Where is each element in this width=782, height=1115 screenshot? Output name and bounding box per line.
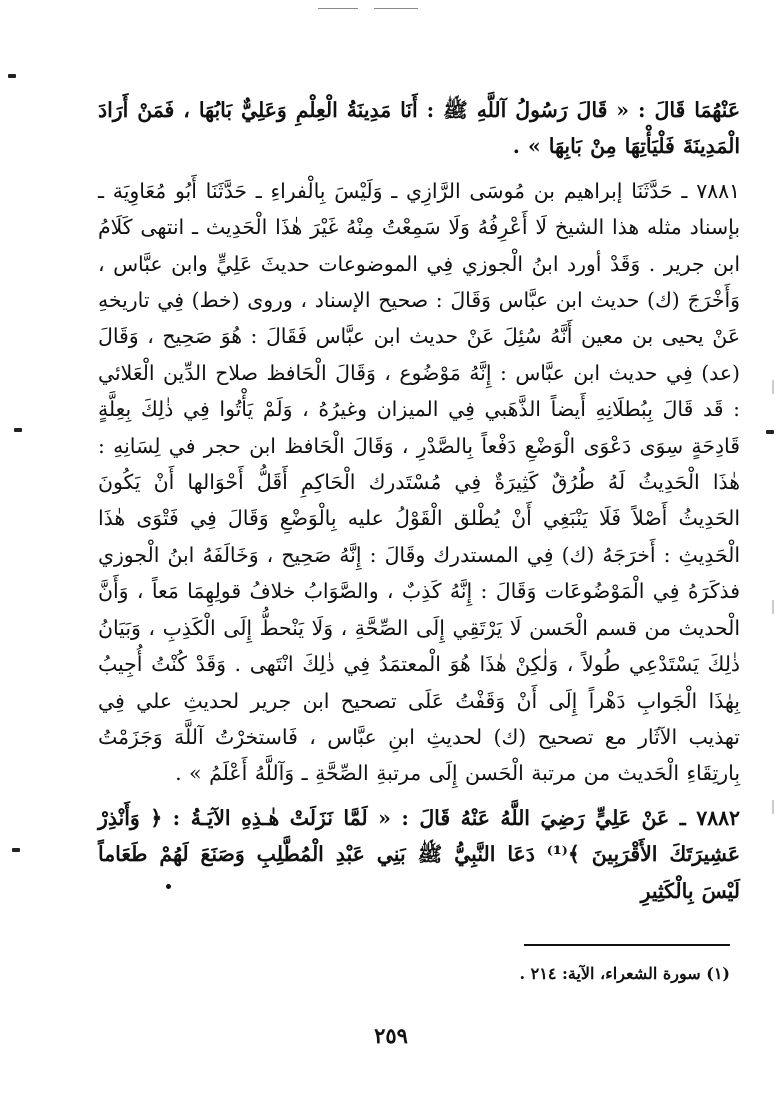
- top-rule-left: [318, 8, 358, 9]
- page-number: ٢٥٩: [374, 1023, 408, 1048]
- paragraph-1: عَنْهُمَا قَالَ : « قَالَ رَسُولُ آللَّهِ ﷺ : أَنَا مَدِينَةُ الْعِلْمِ وَعَلِيٌّ بَابُهَا ، فَمَنْ أَرَادَ الْمَدِينَةَ فَلْيَأْتِهَا مِنْ بَابِهَا » .: [98, 98, 740, 159]
- left-edge-mark-3: [12, 848, 20, 852]
- footnote: (١) سورة الشعراء، الآية: ٢١٤ .: [519, 964, 730, 983]
- paragraph-3: ٧٨٨٢ ـ عَنْ عَلِيٍّ رَضِيَ اللَّهُ عَنْهُ قَالَ : « لَمَّا نَزَلَتْ هٰـذِهِ الآيَـةُ : ﴿ وَأَنْذِرْ عَشِيرَتَكَ الأَقْرَبِينَ ﴾⁽¹⁾ دَعَا النَّبِيُّ ﷺ بَنِي عَبْدِ الْمُطَّلِبِ وَصَنَعَ لَهُمْ طَعَاماً لَيْسَ بِالْكَثِيرِ: [98, 805, 741, 903]
- footnote-rule: [524, 944, 730, 946]
- top-rule-right: [374, 8, 418, 9]
- right-edge-tick-2: [772, 600, 774, 614]
- right-edge-tick-1: [772, 380, 774, 394]
- right-edge-tick-3: [772, 800, 774, 814]
- left-edge-mark-1: [8, 74, 16, 78]
- stray-dot: [166, 884, 171, 889]
- paragraph-2: ٧٨٨١ ـ حَدَّثَنَا إبراهيم بن مُوسَى الرَّازِي ـ وَلَيْسَ بِالْفراءِ ـ حَدَّثَنَا أَبُو مُعَاوِيَة ـ بإسناد مثله هذا الشيخ لَا أَعْرِفُهُ وَلَا سَمِعْتُ مِنْهُ غَيْرَ هٰذَا الْحَدِيث ـ انتهى كَلَامُ ابن جرير . وَقَدْ أورد ابنُ الْجوزي فِي الموضوعات حديثَ عَلِيٍّ وابن عبَّاس ، وَأَخْرَجَ (ك) حديث ابن عبَّاس وَقَالَ : صحيح الإسناد ، وروى (خط) فِي تاريخهِ عَنْ يحيى بن معين أَنَّهُ سُئِلَ عَنْ حديث ابن عبَّاس فَقَالَ : هُوَ صَحِيح ، وَقَالَ (عد) فِي حديث ابن عبَّاس : إِنَّهُ مَوْضُوع ، وَقَالَ الْحَافظ صلاح الدِّين الْعَلائي : قَد قَالَ بِبُطلَانِهِ أَيضاً الذَّهَبي فِي الميزان وغيرُهُ ، وَلَمْ يَأْتُوا فِي ذٰلِكَ بِعِلَّةٍ قَادِحَةٍ سِوَى دَعْوَى الْوَضْعِ دَفْعاً بِالصَّدْرِ ، وَقَالَ الْحَافظ ابن حجر في لِسَانِهِ : هٰذَا الْحَدِيثُ لَهُ طُرُقٌ كَثِيرَةٌ فِي مُسْتَدرك الْحَاكِمِ أَقَلُّ أَحْوَالها أَنْ يَكُونَ الحَدِيثُ أَصْلاً فَلَا يَنْبَغِي أَنْ يُطْلق الْقَوْلُ عليه بِالْوَضْعِ وَقَالَ فِي فَتْوَى هٰذَا الْحَدِيثِ : أَخرَجَهُ (ك) فِي المستدرك وقَالَ : إِنَّهُ صَحِيح ، وَخَالَفَهُ ابنُ الْجوزي فذكَرَهُ فِي الْمَوْضُوعَات وَقَالَ : إِنَّهُ كَذِبٌ ، والصَّوَابُ خلافُ قولِهِمَا مَعاً ، وَأَنَّ الْحديث من قسم الْحَسن لَا يَرْتَقِي إِلَى الصِّحَّةِ ، وَلَا يَنْحطُّ إِلَى الْكَذِبِ ، وَبَيَانُ ذٰلِكَ يَسْتَدْعِي طُولاً ، وَلٰكِنْ هٰذَا هُوَ الْمعتمَدُ فِي ذٰلِكَ انْتَهى . وَقَدْ كُنْتُ أُجِيبُ بِهٰذَا الْجَوابِ دَهْراً إِلَى أَنْ وَقَفْتُ عَلَى تصحيح ابن جرير لحديثِ علي فِي تهذيب الآثَار مع تصحيح (ك) لحديثِ ابنِ عبَّاس ، فَاستخرْتُ آللَّهَ وَجَزَمْتُ بِارتِقَاءِ الْحَديث من مرتبة الْحَسن إِلَى مرتبةِ الصِّحَّةِ ـ وَآللَّهُ أَعْلَمُ » .: [98, 178, 740, 786]
- main-text: [98, 92, 740, 909]
- right-edge-mark: [766, 430, 774, 434]
- left-edge-mark-2: [14, 428, 22, 432]
